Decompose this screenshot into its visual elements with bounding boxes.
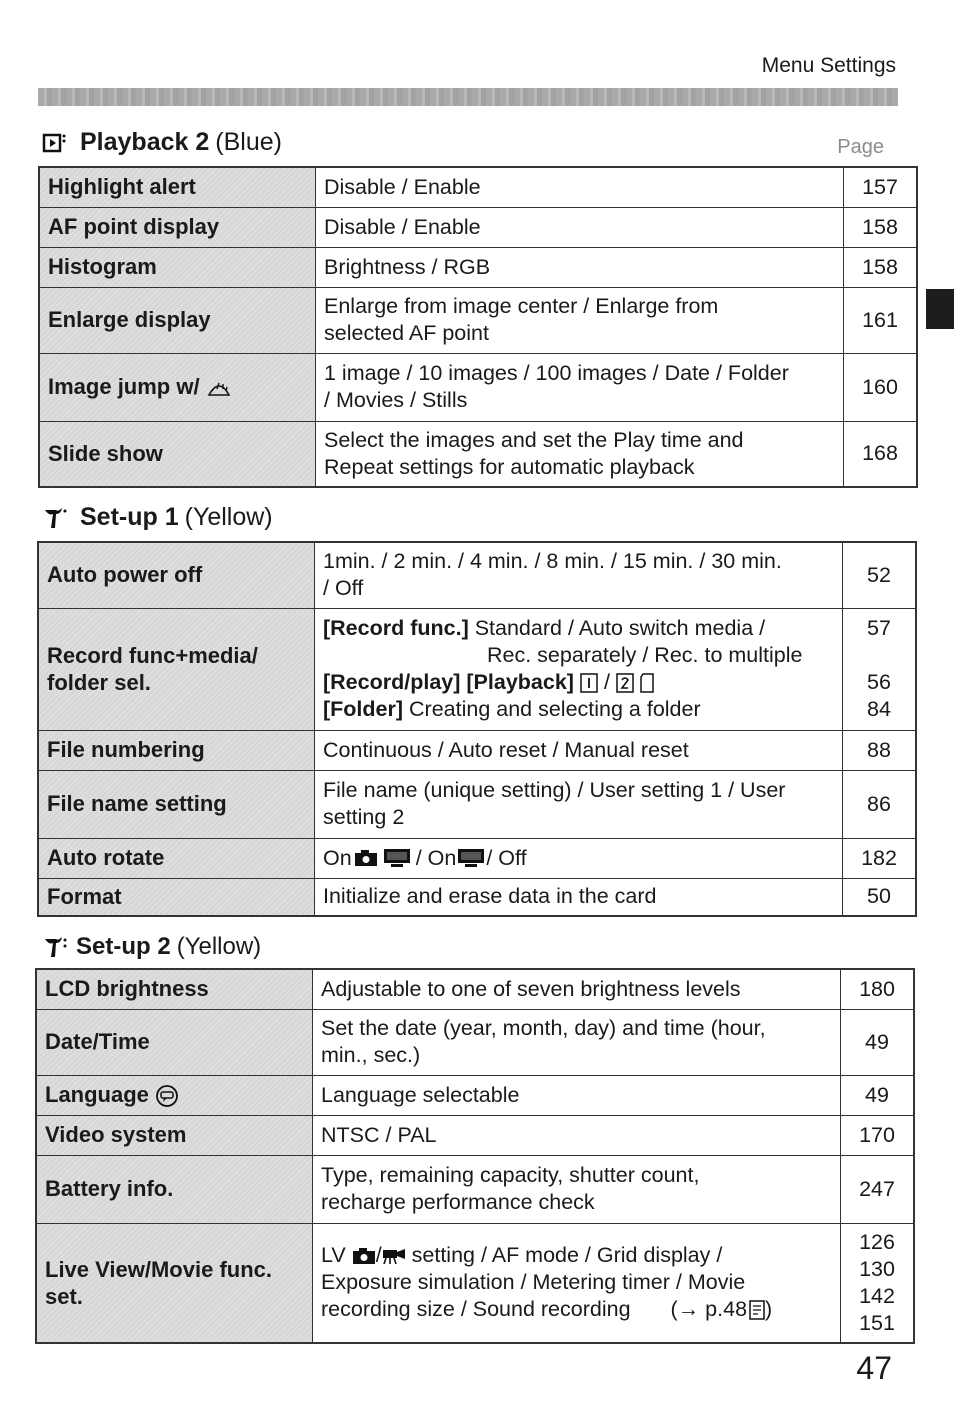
record-func-label: [Record func.] bbox=[323, 616, 469, 640]
setting-name: Enlarge display bbox=[39, 287, 316, 353]
page-ref-spacer bbox=[851, 642, 907, 669]
desc-line: Continuous / Auto reset / Manual reset bbox=[323, 737, 689, 762]
section-tab-marker bbox=[926, 289, 954, 329]
camera-icon bbox=[354, 849, 378, 867]
setting-name: Date/Time bbox=[36, 1009, 313, 1075]
setting-name-text: Image jump w/ bbox=[48, 374, 200, 399]
page-ref-line: 130 bbox=[859, 1256, 895, 1281]
desc-line: Language selectable bbox=[321, 1082, 520, 1107]
desc-line bbox=[323, 696, 834, 723]
setting-name: Highlight alert bbox=[39, 167, 316, 207]
desc-text: / bbox=[375, 1243, 382, 1268]
desc-line: / Movies / Stills bbox=[324, 388, 468, 412]
desc-line bbox=[323, 669, 834, 696]
table-row bbox=[38, 730, 916, 770]
table-row bbox=[39, 207, 917, 247]
table-row bbox=[36, 1223, 914, 1343]
section-title-setup-2 bbox=[42, 933, 261, 961]
setting-options bbox=[316, 421, 844, 487]
table-row bbox=[38, 770, 916, 838]
page-number: 47 bbox=[856, 1350, 892, 1386]
desc-line: Type, remaining capacity, shutter count, bbox=[321, 1163, 700, 1187]
page-ref: 168 bbox=[844, 421, 918, 487]
desc-line: Exposure simulation / Metering timer / Movie bbox=[321, 1270, 746, 1295]
table-row bbox=[36, 1009, 914, 1075]
setting-name: File numbering bbox=[38, 730, 315, 770]
desc-text: ) bbox=[765, 1297, 773, 1322]
desc-line: recharge performance check bbox=[321, 1190, 595, 1214]
setting-name: Video system bbox=[36, 1115, 313, 1155]
desc-line: Initialize and erase data in the card bbox=[323, 884, 657, 909]
setting-options bbox=[316, 207, 844, 247]
desc-line: Brightness / RGB bbox=[324, 254, 491, 279]
page-ref: 161 bbox=[844, 287, 918, 353]
desc-text: LV bbox=[321, 1243, 352, 1268]
desc-text: / On bbox=[415, 845, 457, 870]
folder-card-icon bbox=[640, 673, 656, 693]
table-row bbox=[38, 878, 916, 916]
section-title-playback-2 bbox=[42, 128, 282, 157]
desc-line: / Off bbox=[323, 576, 364, 601]
setting-name: File name setting bbox=[38, 770, 315, 838]
table-row bbox=[36, 1115, 914, 1155]
header-title: Menu Settings bbox=[761, 54, 896, 77]
setting-options bbox=[315, 878, 843, 916]
setting-name: Record func+media/ folder sel. bbox=[38, 608, 315, 730]
card-2-icon bbox=[616, 673, 634, 693]
desc-line: NTSC / PAL bbox=[321, 1122, 437, 1147]
setting-options bbox=[315, 608, 843, 730]
desc-line bbox=[321, 1242, 832, 1269]
folder-label: [Folder] bbox=[323, 697, 404, 721]
page-ref bbox=[841, 1223, 915, 1343]
setting-options bbox=[313, 1009, 841, 1075]
section-title-setup-1 bbox=[42, 503, 273, 532]
setting-options bbox=[313, 1223, 841, 1343]
page-ref: 180 bbox=[841, 969, 915, 1009]
language-icon bbox=[155, 1084, 179, 1108]
setting-options bbox=[315, 542, 843, 608]
setting-options bbox=[316, 353, 844, 421]
setting-options bbox=[313, 1115, 841, 1155]
card-1-icon bbox=[580, 673, 598, 693]
table-row bbox=[38, 608, 916, 730]
setup-1-table bbox=[37, 541, 917, 917]
page-ref-line: 57 bbox=[867, 616, 891, 640]
section-name: Set-up 1 bbox=[80, 503, 179, 531]
section-color: (Blue) bbox=[215, 128, 282, 156]
setting-name bbox=[36, 1075, 313, 1115]
setup-2-table bbox=[35, 968, 915, 1344]
desc-line: Select the images and set the Play time and bbox=[324, 427, 744, 452]
desc-line bbox=[323, 615, 834, 642]
desc-line: Enlarge from image center / Enlarge from bbox=[324, 294, 719, 318]
slash-1: / bbox=[603, 670, 610, 694]
desc-text: recording size / Sound recording bbox=[321, 1297, 631, 1322]
table-row bbox=[36, 969, 914, 1009]
page-ref: 182 bbox=[843, 838, 917, 878]
playback-2-icon bbox=[42, 131, 68, 155]
desc-line: Set the date (year, month, day) and time (hour, bbox=[321, 1016, 766, 1040]
desc-line: setting 2 bbox=[323, 805, 405, 829]
setting-options bbox=[316, 247, 844, 287]
page-column-label: Page bbox=[837, 136, 884, 158]
setting-options bbox=[313, 1155, 841, 1223]
computer-icon bbox=[456, 848, 486, 868]
setting-options bbox=[313, 1075, 841, 1115]
setting-options bbox=[316, 167, 844, 207]
setting-name: LCD brightness bbox=[36, 969, 313, 1009]
record-play-label: [Record/play] bbox=[323, 670, 461, 694]
table-row bbox=[39, 353, 917, 421]
desc-line: Adjustable to one of seven brightness levels bbox=[321, 976, 741, 1001]
setting-options bbox=[315, 730, 843, 770]
page-ref: 49 bbox=[841, 1009, 915, 1075]
desc-line: 1min. / 2 min. / 4 min. / 8 min. / 15 min. / 30 min. bbox=[323, 549, 782, 574]
setup-1-icon bbox=[42, 506, 68, 530]
desc-line: min., sec.) bbox=[321, 1043, 421, 1067]
setting-options bbox=[316, 287, 844, 353]
page-ref: 160 bbox=[844, 353, 918, 421]
page-ref: 158 bbox=[844, 247, 918, 287]
section-color: (Yellow) bbox=[176, 933, 262, 960]
page-ref bbox=[843, 608, 917, 730]
setting-name: Battery info. bbox=[36, 1155, 313, 1223]
table-row bbox=[36, 1075, 914, 1115]
playback-label: [Playback] bbox=[466, 670, 574, 694]
table-row bbox=[39, 287, 917, 353]
table-row bbox=[39, 247, 917, 287]
desc-text: / Off bbox=[486, 845, 527, 870]
setting-name: Live View/Movie func. set. bbox=[36, 1223, 313, 1343]
setting-options bbox=[315, 770, 843, 838]
table-row bbox=[39, 167, 917, 207]
desc-text: setting / AF mode / Grid display / bbox=[405, 1243, 723, 1268]
table-row bbox=[38, 542, 916, 608]
page-ref: 170 bbox=[841, 1115, 915, 1155]
page-cross-ref: (→ p.48 bbox=[670, 1297, 748, 1322]
movie-icon bbox=[382, 1247, 406, 1265]
setting-name: Auto rotate bbox=[38, 838, 315, 878]
desc-line: Disable / Enable bbox=[324, 214, 481, 239]
camera-icon bbox=[352, 1247, 376, 1265]
section-name: Set-up 2 bbox=[76, 933, 171, 960]
page-ref-line: 56 bbox=[867, 670, 891, 694]
section-color: (Yellow) bbox=[184, 503, 273, 531]
table-row bbox=[38, 838, 916, 878]
reference-page-icon bbox=[749, 1300, 765, 1320]
desc-text: Creating and selecting a folder bbox=[403, 697, 701, 721]
page-ref-line: 142 bbox=[859, 1283, 895, 1308]
desc-line: File name (unique setting) / User setting 1 / User bbox=[323, 778, 786, 802]
setting-name: AF point display bbox=[39, 207, 316, 247]
header-bar bbox=[38, 88, 898, 106]
table-row bbox=[36, 1155, 914, 1223]
desc-line: Rec. separately / Rec. to multiple bbox=[487, 643, 803, 667]
setting-name bbox=[39, 353, 316, 421]
setting-name-text: Language bbox=[45, 1081, 149, 1107]
desc-line: Repeat settings for automatic playback bbox=[324, 454, 695, 479]
main-dial-icon bbox=[206, 377, 232, 399]
setting-name: Histogram bbox=[39, 247, 316, 287]
desc-line: selected AF point bbox=[324, 321, 489, 345]
desc-line: Disable / Enable bbox=[324, 174, 481, 199]
setting-name: Slide show bbox=[39, 421, 316, 487]
page-ref: 49 bbox=[841, 1075, 915, 1115]
page-ref: 88 bbox=[843, 730, 917, 770]
page-ref: 157 bbox=[844, 167, 918, 207]
page-ref: 158 bbox=[844, 207, 918, 247]
desc-line bbox=[323, 845, 834, 872]
page-ref-line: 84 bbox=[867, 697, 891, 721]
playback-2-table bbox=[38, 166, 918, 488]
table-row bbox=[39, 421, 917, 487]
page-ref: 50 bbox=[843, 878, 917, 916]
desc-line: 1 image / 10 images / 100 images / Date / Folder bbox=[324, 361, 789, 385]
page-ref: 86 bbox=[843, 770, 917, 838]
desc-text: Standard / Auto switch media / bbox=[468, 616, 766, 640]
section-name: Playback 2 bbox=[80, 128, 210, 156]
desc-text: On bbox=[323, 845, 352, 870]
setting-name: Auto power off bbox=[38, 542, 315, 608]
page-ref-line: 126 bbox=[859, 1229, 895, 1254]
page-ref: 247 bbox=[841, 1155, 915, 1223]
computer-icon bbox=[382, 848, 412, 868]
page-ref: 52 bbox=[843, 542, 917, 608]
desc-line bbox=[321, 1296, 832, 1323]
setup-2-icon bbox=[42, 935, 68, 959]
setting-options bbox=[313, 969, 841, 1009]
page-ref-line: 151 bbox=[859, 1310, 895, 1335]
setting-options bbox=[315, 838, 843, 878]
setting-name: Format bbox=[38, 878, 315, 916]
